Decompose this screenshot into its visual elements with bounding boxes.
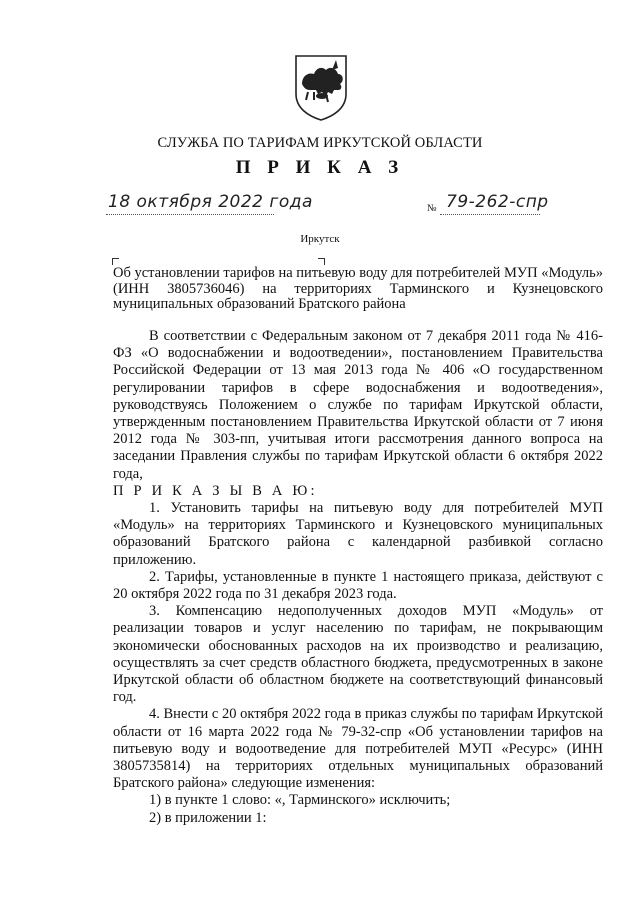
handwritten-date: 18 октября 2022 года [108,192,313,212]
item-4-paragraph: 4. Внести с 20 октября 2022 года в приказ службы по тарифам Иркутской области от 16 марта 2022 года № 79-32-спр «Об установлении тарифов на питьевую воду и водоотведение для потребителей МУП «Ресурс» (ИНН 3805735814) на территориях отдельных муниципальных образований Братского района» следующие изменения: [113,706,603,792]
handwritten-order-number: 79-262-спр [446,192,549,212]
number-sign: № [427,203,437,214]
date-underline [106,214,274,215]
item-3-paragraph: 3. Компенсацию недополученных доходов МУП «Модуль» от реализации товаров и услуг населению по тарифам, не покрывающим экономически обоснованных расходов на их производство и реализацию, осуществлять за счет средств областного бюджета, предусмотренных в законе Иркутской области об областном бюджете на соответствующий финансовый год. [113,603,603,706]
city-label: Иркутск [300,233,340,245]
agency-title: СЛУЖБА ПО ТАРИФАМ ИРКУТСКОЙ ОБЛАСТИ [157,135,483,151]
order-word: П Р И К А З Ы В А Ю: [113,482,318,499]
preamble-paragraph: В соответствии с Федеральным законом от 7 декабря 2011 года № 416-ФЗ «О водоснабжении и водоотведении», постановлением Правительства Российской Федерации от 13 мая 2013 года № 406 «О государственном регулировании тарифов в сфере водоснабжения и водоотведения», руководствуясь Положением о службе по тарифам Иркутской области, утвержденным постановлением Правительства Иркутской области от 7 июня 2012 года № 303-пп, учитывая итоги рассмотрения данного вопроса на заседании Правления службы по тарифам Иркутской области 6 октября 2022 года, [113,328,603,482]
document-type-title: П Р И К А З [235,157,405,178]
irkutsk-coat-of-arms-icon [292,52,350,122]
subject-bracket-left [112,258,119,265]
order-body [113,328,603,827]
order-subject: Об установлении тарифов на питьевую воду для потребителей МУП «Модуль» (ИНН 3805736046) на территориях Тарминского и Кузнецовского муниципальных образований Братского района [113,265,603,312]
item-4-subitem-1: 1) в пункте 1 слово: «, Тарминского» исключить; [149,792,451,809]
item-1-paragraph: 1. Установить тарифы на питьевую воду для потребителей МУП «Модуль» на территориях Тарминского и Кузнецовского муниципальных образований Братского района с календарной разбивкой согласно приложению. [113,500,603,568]
subject-bracket-right [318,258,325,265]
item-2-paragraph: 2. Тарифы, установленные в пункте 1 настоящего приказа, действуют с 20 октября 2022 года по 31 декабря 2023 года. [113,568,603,603]
number-underline [440,214,540,215]
item-4-subitem-2: 2) в приложении 1: [149,809,267,826]
